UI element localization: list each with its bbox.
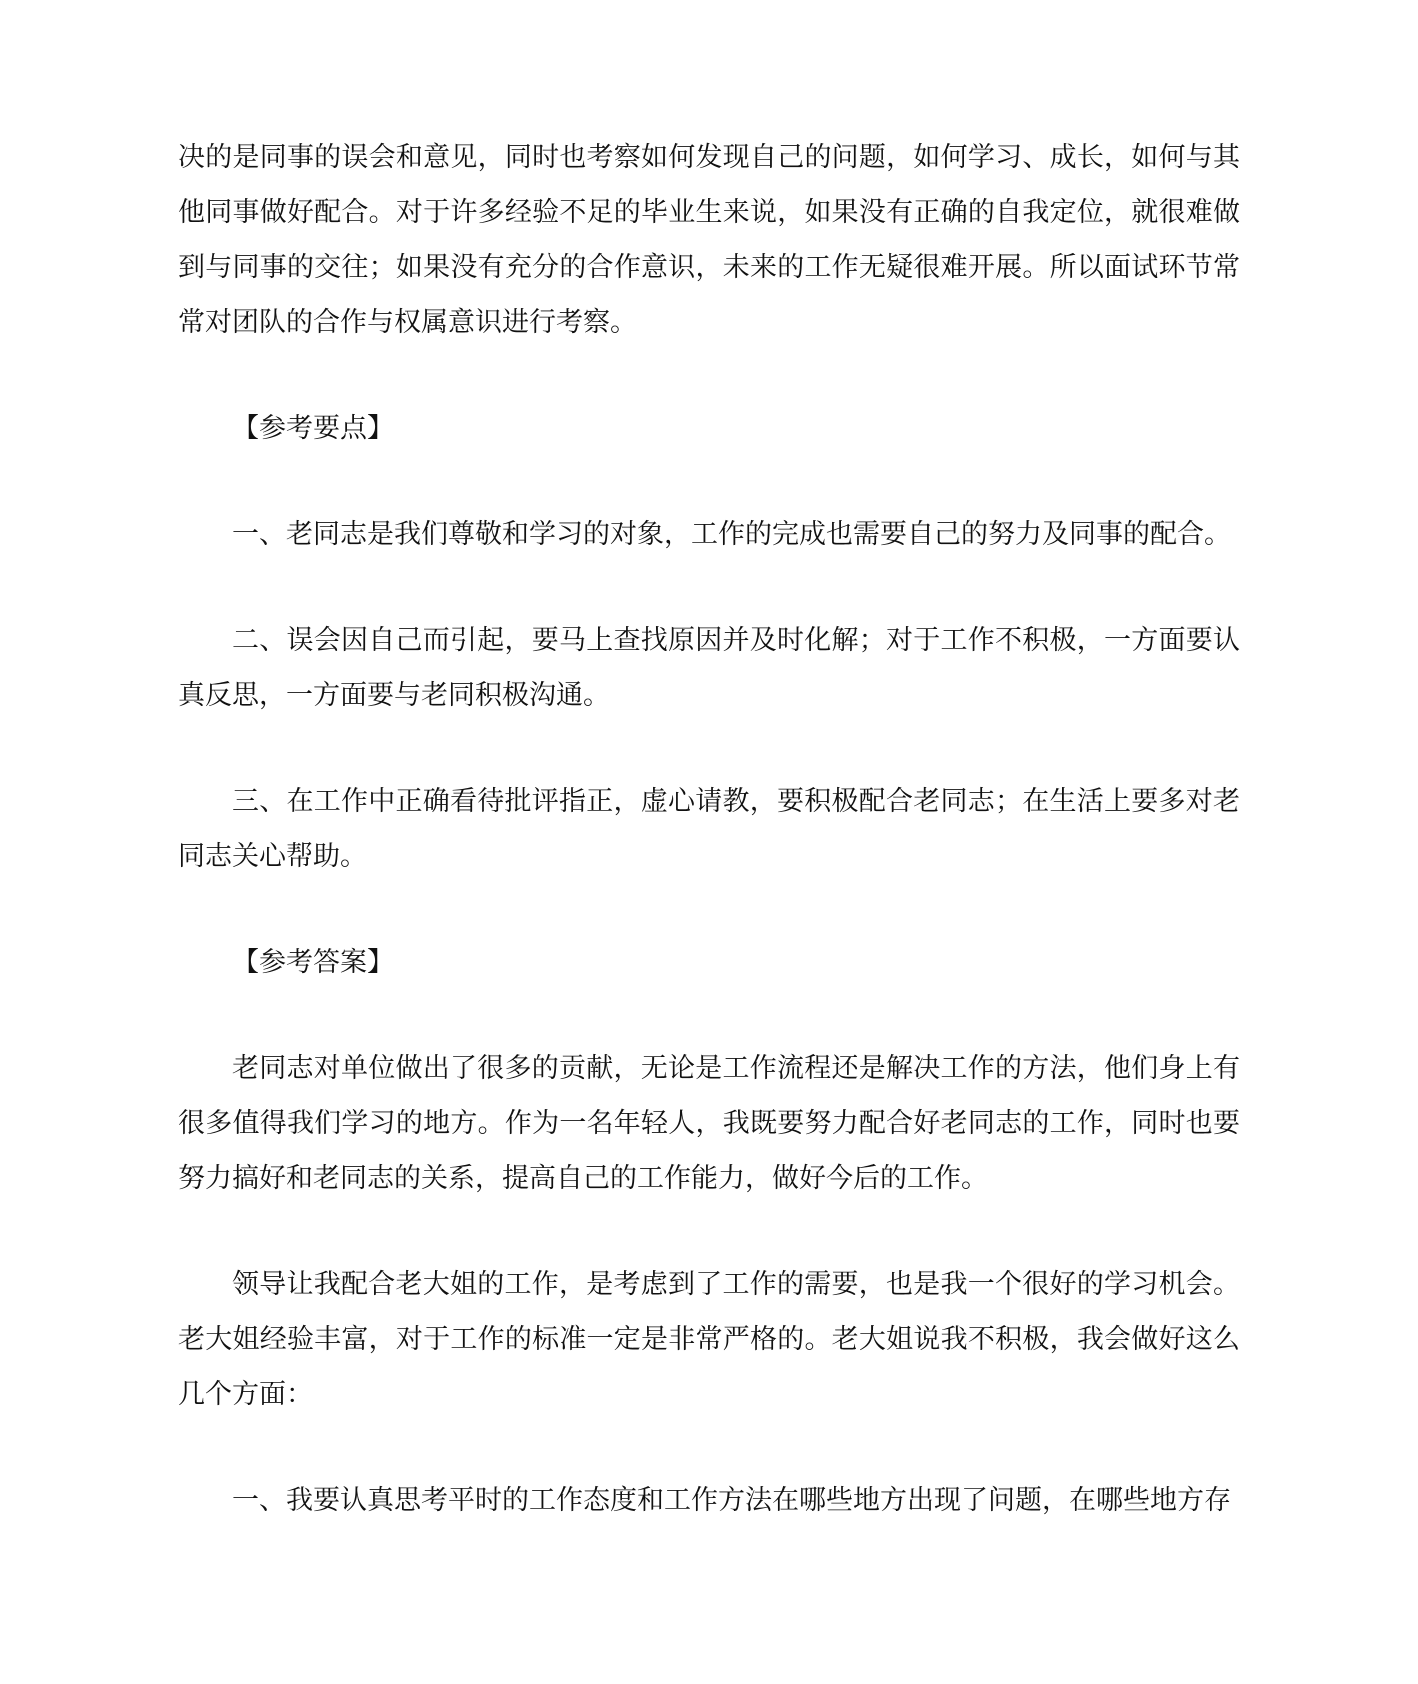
document-page: [178, 130, 1240, 1528]
heading-reference-points: 【参考要点】: [232, 413, 394, 444]
paragraph-intro-continuation: 决的是同事的误会和意见，同时也考察如何发现自己的问题，如何学习、成长，如何与其他同事做好配合。对于许多经验不足的毕业生来说，如果没有正确的自我定位，就很难做到与同事的交往；如果没有充分的合作意识，未来的工作无疑很难开展。所以面试环节常常对团队的合作与权属意识进行考察。: [178, 142, 1240, 338]
reference-point-1: 一、老同志是我们尊敬和学习的对象，工作的完成也需要自己的努力及同事的配合。: [232, 519, 1231, 550]
heading-reference-answer: 【参考答案】: [232, 947, 394, 978]
reference-point-2: 二、误会因自己而引起，要马上查找原因并及时化解；对于工作不积极，一方面要认真反思，一方面要与老同积极沟通。: [178, 625, 1240, 711]
reference-point-3: 三、在工作中正确看待批评指正，虚心请教，要积极配合老同志；在生活上要多对老同志关心帮助。: [178, 786, 1240, 872]
answer-paragraph-2: 领导让我配合老大姐的工作，是考虑到了工作的需要，也是我一个很好的学习机会。老大姐经验丰富，对于工作的标准一定是非常严格的。老大姐说我不积极，我会做好这么几个方面：: [178, 1269, 1240, 1410]
answer-paragraph-1: 老同志对单位做出了很多的贡献，无论是工作流程还是解决工作的方法，他们身上有很多值得我们学习的地方。作为一名年轻人，我既要努力配合好老同志的工作，同时也要努力搞好和老同志的关系，提高自己的工作能力，做好今后的工作。: [178, 1053, 1240, 1194]
answer-point-1: 一、我要认真思考平时的工作态度和工作方法在哪些地方出现了问题，在哪些地方存: [232, 1485, 1231, 1516]
